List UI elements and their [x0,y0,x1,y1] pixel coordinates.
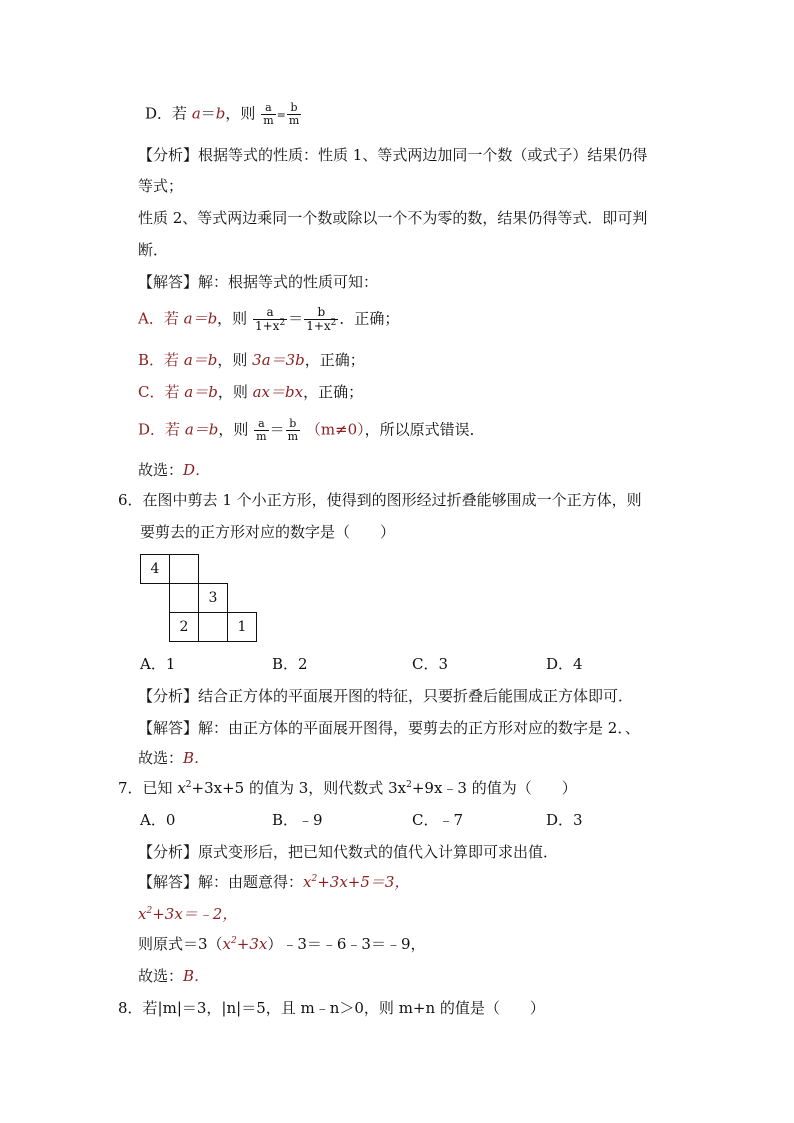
analysis-line: 等式； [138,177,184,195]
fraction: $\frac{b}{m}$ [287,417,299,443]
answer-option-b: B．若 a＝b，则 3a＝3b，正确； [138,351,365,369]
option-a: A．1 [140,655,176,673]
fraction: $\frac{a}{1+x^2}$ [254,305,286,333]
choice-line: 故选：B． [138,967,210,985]
answer-step: 则原式$=3(x^2+3x)﹣3=﹣6﹣3=﹣9$， [138,935,426,953]
net-cell: 2 [169,612,199,642]
option-d: D．4 [546,655,583,673]
net-cell [169,583,199,613]
question-6-cont: 要剪去的正方形对应的数字是（ ） [140,523,396,541]
answer-line: 【解答】解：由正方体的平面展开图得，要剪去的正方形对应的数字是 2．、 [138,719,640,737]
answer-option-a: A．若 a＝b，则 $\frac{a}{1+x^2}$ ＝ $\frac{b}{1+x^2}$ ．正确； [138,305,400,333]
analysis-line: 断． [138,241,169,259]
answer-line: 【解答】解：根据等式的性质可知： [138,273,379,291]
option-b: B．2 [272,655,308,673]
option-d: D．3 [546,811,583,829]
answer-option-c: C．若 a＝b，则 ax＝bx，正确； [138,383,364,401]
answer-option-d: D．若 a＝b，则 $\frac{a}{m}$ ＝ $\frac{b}{m}$ （m≠0），所以原式错误． [138,417,485,443]
option-c: C．3 [412,655,449,673]
option-d-line: D．若 a＝b，则 $\frac{a}{m}$ = $\frac{b}{m}$ [145,101,300,127]
analysis-line: 【分析】结合正方体的平面展开图的特征，只要折叠后能围成正方体即可． [138,687,634,705]
answer-step: $x^2+3x=﹣2$， [138,905,238,923]
question-7: 7．已知 $x^2+3x+5$ 的值为 3，则代数式 $3x^2+9x﹣3$ 的值为（ ） [118,779,577,797]
fraction: $\frac{a}{m}$ [256,417,267,443]
analysis-line: 【分析】原式变形后，把已知代数式的值代入计算即可求出值． [138,843,559,861]
option-a: A．0 [140,811,176,829]
analysis-line: 【分析】根据等式的性质：性质 1、等式两边加同一个数（或式子）结果仍得 [138,146,648,164]
cube-net-figure [140,554,264,646]
choice-line: 故选：D． [138,461,211,479]
fraction: $\frac{a}{m}$ [263,101,274,127]
net-cell: 4 [140,554,170,584]
net-cell [169,554,199,584]
analysis-line: 性质 2、等式两边乘同一个数或除以一个不为零的数，结果仍得等式．即可判 [138,209,648,227]
option-c: C．﹣7 [412,811,464,829]
fraction: $\frac{b}{1+x^2}$ [306,305,337,333]
net-cell: 3 [198,583,228,613]
option-label: D．若 [145,104,188,123]
choice-line: 故选：B． [138,749,210,767]
net-cell [198,612,228,642]
option-b: B．﹣9 [272,811,323,829]
question-8: 8．若|m|＝3，|n|＝5，且 m﹣n＞0，则 m+n 的值是（ ） [118,999,545,1017]
fraction: $\frac{b}{m}$ [288,101,300,127]
question-6: 6．在图中剪去 1 个小正方形，使得到的图形经过折叠能够围成一个正方体，则 [118,491,642,509]
answer-line: 【解答】解：由题意得：$x^2+3x+5=3$， [138,873,410,891]
net-cell: 1 [227,612,257,642]
